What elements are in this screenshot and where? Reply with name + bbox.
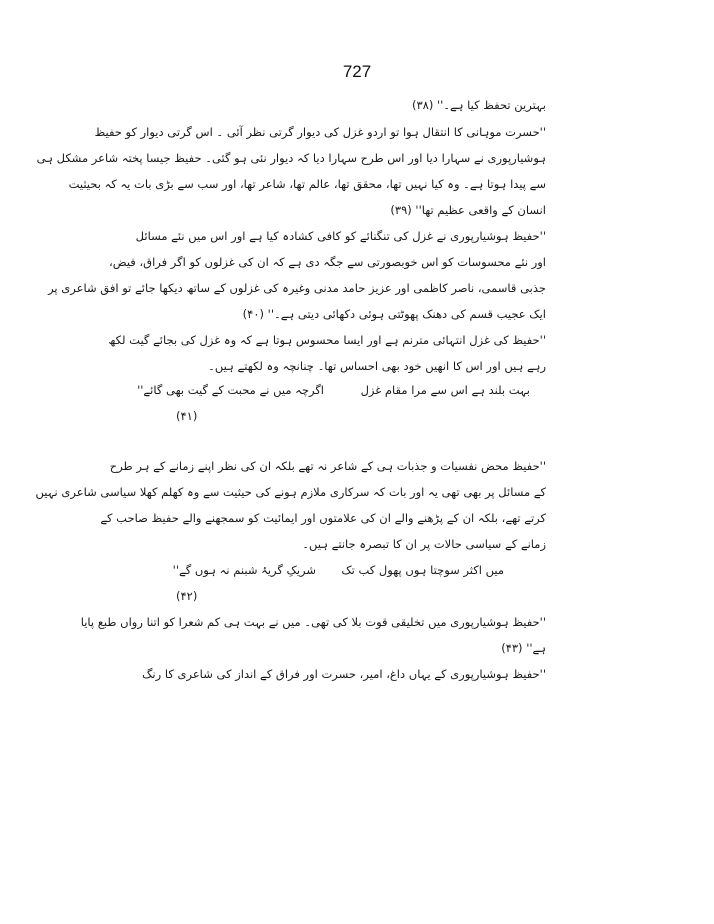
text-line: کرتے تھے، بلکہ ان کے پڑھنے والے ان کی علامتوں اور ایمائیت کو سمجھنے والے حفیظ صاحب کے <box>100 511 546 525</box>
text-line: ایک عجیب قسم کی دھنک پھوٹتی ہوئی دکھائی دیتی ہے۔'' (۴۰) <box>242 307 546 321</box>
text-line: اور نئے محسوسات کو اس خوبصورتی سے جگہ دی ہے کہ ان کی غزلوں کو اگر فراق، فیض، <box>109 255 546 269</box>
verse-2-right: میں اکثر سوچتا ہوں پھول کب تک <box>341 563 504 577</box>
reference-42: (۴۲) <box>176 589 198 603</box>
text-line: ''حفیظ ہوشیارپوری کے یہاں داغ، امیر، حسرت اور فراق کے انداز کی شاعری کا رنگ <box>142 667 546 681</box>
verse-1-right: بہت بلند ہے اس سے مرا مقام غزل <box>360 383 530 397</box>
text-line: ''حفیظ ہوشیارپوری میں تخلیقی قوت بلا کی تھی۔ میں نے بہت ہی کم شعرا کو اتنا رواں طبع پایا <box>80 615 546 629</box>
text-line: بہترین تحفظ کیا ہے۔'' (۳۸) <box>411 98 546 112</box>
verse-1-left: اگرچہ میں نے محبت کے گیت بھی گائے'' <box>137 383 324 397</box>
text-line: کے مسائل پر بھی تھی یہ اور بات کہ سرکاری ملازم ہونے کی حیثیت سے وہ کھلم کھلا سیاسی شاعری نہیں <box>35 485 546 499</box>
text-line: ''حفیظ کی غزل انتہائی مترنم ہے اور ایسا محسوس ہوتا ہے کہ وہ غزل کی بجائے گیت لکھ <box>108 333 546 347</box>
text-line: انسان کے واقعی عظیم تھا'' (۳۹) <box>390 203 546 217</box>
text-line: ہے'' (۴۳) <box>501 641 546 655</box>
page-number: 727 <box>342 62 372 81</box>
text-line: ''حسرت موہانی کا انتقال ہوا تو اردو غزل کی دیوار گرتی نظر آئی ۔ اس گرتی دیوار کو حفیظ <box>94 125 546 139</box>
text-line: ہوشیارپوری نے سہارا دیا اور اس طرح سہارا دیا کہ دیوار نئی ہو گئی۔ حفیظ جیسا پختہ شاعر مشکل ہی <box>36 151 546 165</box>
text-line: ''حفیظ ہوشیارپوری نے غزل کی تنگنائے کو کافی کشادہ کیا ہے اور اس میں نئے مسائل <box>135 229 546 243</box>
text-line: سے پیدا ہوتا ہے۔ وہ کیا نہیں تھا، محقق تھا، عالم تھا، شاعر تھا، اور سب سے بڑی بات یہ کہ بحیثیت <box>68 177 546 191</box>
text-line: ''حفیظ محض نفسیات و جذبات ہی کے شاعر نہ تھے بلکہ ان کی نظر اپنے زمانے کے ہر طرح <box>109 459 546 473</box>
text-line: جذبی قاسمی، ناصر کاظمی اور عزیز حامد مدنی وغیرہ کی غزلوں کے ساتھ دیکھا جائے تو افق شاعری پر <box>48 281 546 295</box>
verse-2-left: شریکِ گریۂ شبنم نہ ہوں گے'' <box>172 563 316 577</box>
reference-41: (۴۱) <box>176 409 198 423</box>
text-line: رہے ہیں اور اس کا انھیں خود بھی احساس تھا۔ چنانچہ وہ لکھتے ہیں۔ <box>208 359 546 373</box>
text-line: زمانے کے سیاسی حالات پر ان کا تبصرہ جانتے ہیں۔ <box>302 537 546 551</box>
